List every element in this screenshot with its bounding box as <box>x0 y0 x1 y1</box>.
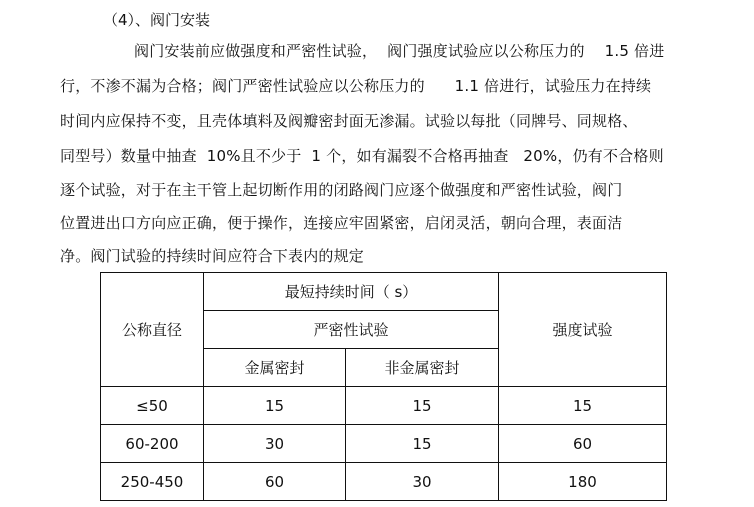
table-row <box>101 387 667 425</box>
cell-strength: 60 <box>499 425 667 463</box>
paragraph-line: 时间内应保持不变，且壳体填料及阀瓣密封面无渗漏。试验以每批（同牌号、同规格、 <box>60 112 638 130</box>
header-nominal-diameter: 公称直径 <box>101 273 204 387</box>
header-nonmetal-seal: 非金属密封 <box>346 349 499 387</box>
header-tightness-test: 严密性试验 <box>204 311 499 349</box>
header-strength-test: 强度试验 <box>499 273 667 387</box>
cell-metal: 60 <box>204 463 346 501</box>
section-heading: （4）、阀门安装 <box>103 11 211 29</box>
cell-strength: 15 <box>499 387 667 425</box>
cell-diameter: 250-450 <box>101 463 204 501</box>
cell-nonmetal: 15 <box>346 387 499 425</box>
cell-nonmetal: 30 <box>346 463 499 501</box>
paragraph-line: 逐个试验，对于在主干管上起切断作用的闭路阀门应逐个做强度和严密性试验，阀门 <box>60 181 623 199</box>
cell-diameter: ≤50 <box>101 387 204 425</box>
cell-diameter: 60-200 <box>101 425 204 463</box>
cell-strength: 180 <box>499 463 667 501</box>
paragraph-line: 阀门安装前应做强度和严密性试验， 阀门强度试验应以公称压力的 1.5 倍进 <box>134 42 665 60</box>
table-row <box>101 425 667 463</box>
cell-metal: 15 <box>204 387 346 425</box>
paragraph-line: 行，不渗不漏为合格；阀门严密性试验应以公称压力的 1.1 倍进行，试验压力在持续 <box>60 77 652 95</box>
header-min-duration: 最短持续时间（ s） <box>204 273 499 311</box>
valve-test-duration-table <box>100 272 667 501</box>
header-metal-seal: 金属密封 <box>204 349 346 387</box>
paragraph-line: 同型号）数量中抽查 10%且不少于 1 个，如有漏裂不合格再抽查 20%，仍有不合格则 <box>60 147 664 165</box>
table-row <box>101 463 667 501</box>
paragraph-line: 位置进出口方向应正确，便于操作，连接应牢固紧密，启闭灵活，朝向合理，表面洁 <box>60 214 623 232</box>
cell-nonmetal: 15 <box>346 425 499 463</box>
cell-metal: 30 <box>204 425 346 463</box>
paragraph-line: 净。阀门试验的持续时间应符合下表内的规定 <box>60 247 365 265</box>
